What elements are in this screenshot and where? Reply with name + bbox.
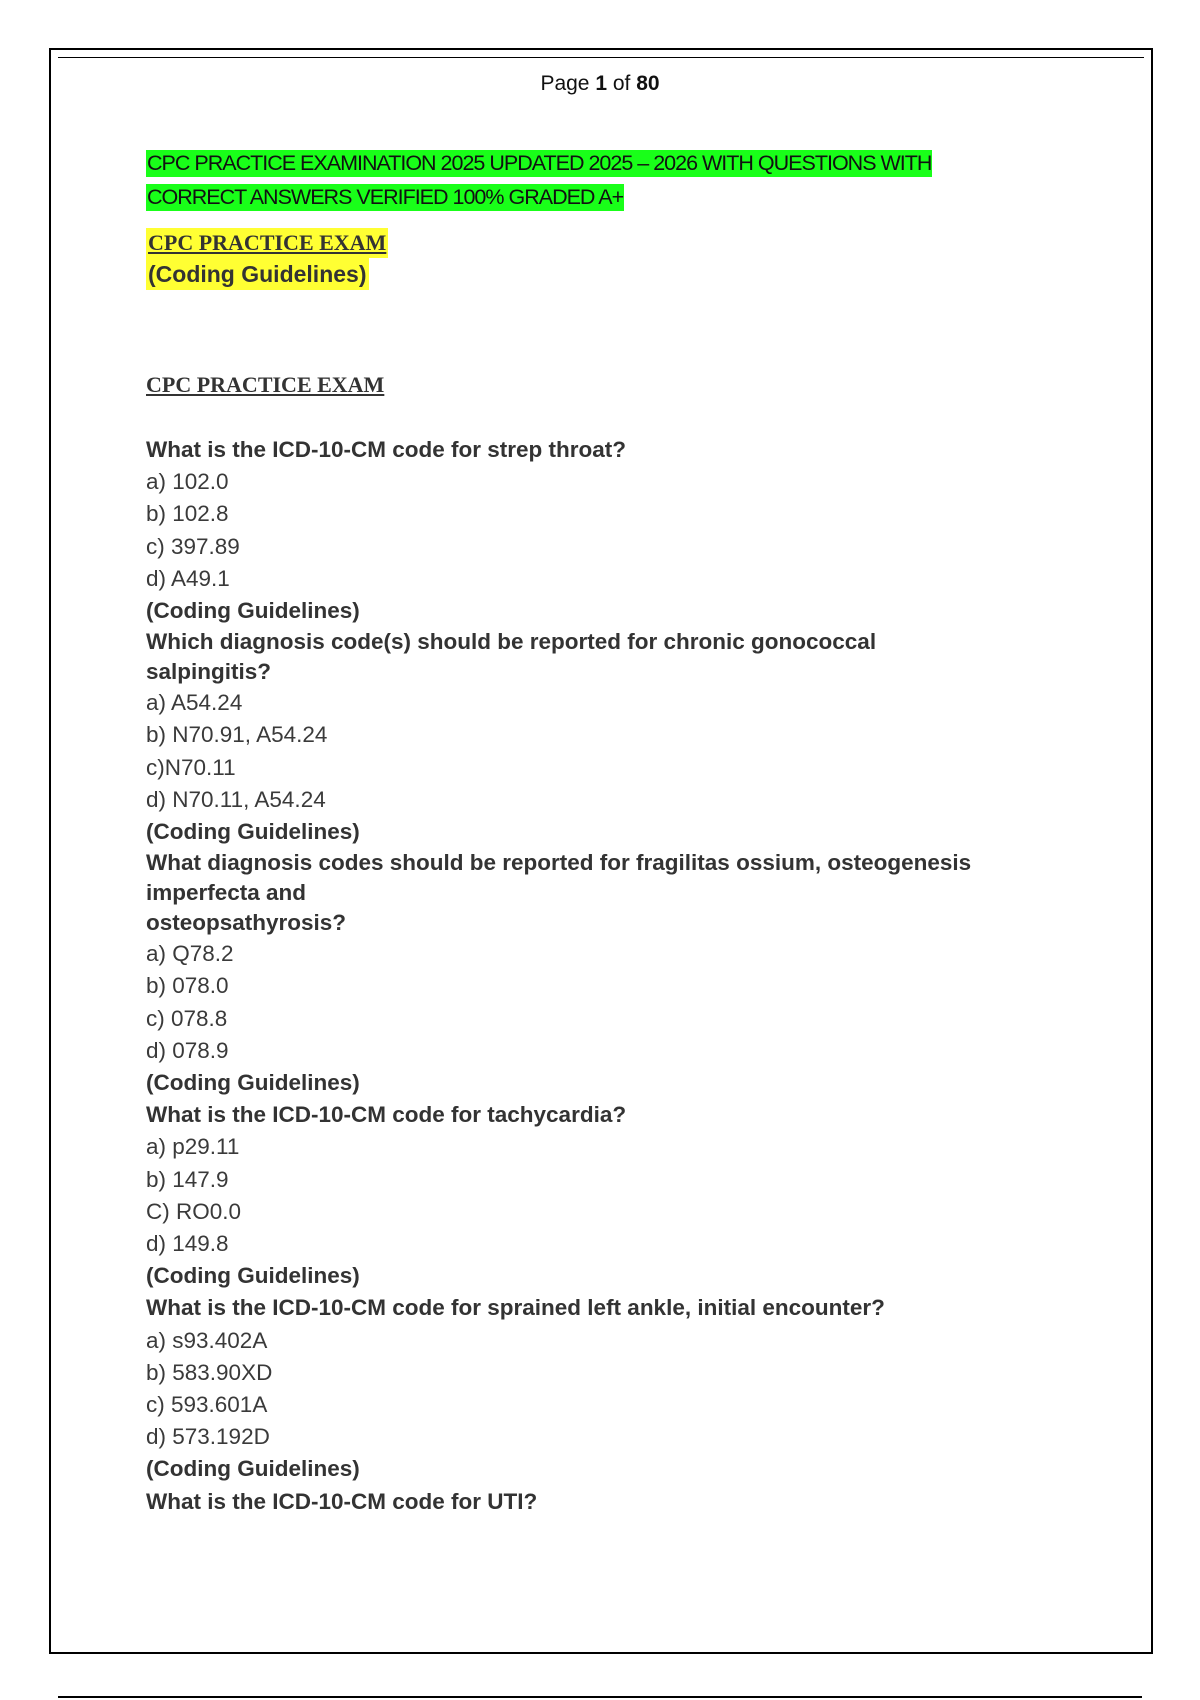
frame-top-rule (58, 57, 1144, 58)
answer-option: c) 078.8 (146, 1005, 228, 1031)
document-content (146, 146, 1046, 1518)
page-current: 1 (595, 72, 608, 95)
guideline-label: (Coding Guidelines) (146, 1070, 360, 1096)
question-text: What is the ICD-10-CM code for strep throat? (146, 437, 627, 462)
question-text: What is the ICD-10-CM code for sprained left ankle, initial encounter? (146, 1295, 885, 1321)
answer-option: b) 078.0 (146, 973, 229, 999)
highlighted-heading-subtitle: (Coding Guidelines) (146, 258, 369, 290)
answer-option: d) A49.1 (146, 565, 230, 591)
title-banner-line-1: CPC PRACTICE EXAMINATION 2025 UPDATED 2025 – 2026 WITH QUESTIONS WITH (147, 151, 932, 175)
answer-option: b) N70.91, A54.24 (146, 722, 328, 748)
answer-option: b) 147.9 (146, 1166, 229, 1192)
answer-option: c) 593.601A (146, 1392, 268, 1418)
question-text-line: What diagnosis codes should be reported for fragilitas ossium, osteogenesis (146, 850, 972, 876)
question-text: Which diagnosis code(s) should be reported for chronic gonococcal salpingitis? (146, 629, 877, 685)
answer-option: d) 573.192D (146, 1424, 270, 1450)
answer-option: a) A54.24 (146, 690, 243, 716)
answer-option: b) 583.90XD (146, 1359, 273, 1385)
question-text: What is the ICD-10-CM code for UTI? (146, 1488, 538, 1514)
question-text-line: osteopsathyrosis? (146, 910, 347, 936)
answer-option: d) 078.9 (146, 1037, 229, 1063)
question-text: What is the ICD-10-CM code for tachycardia? (146, 1102, 627, 1128)
title-banner-line-2: CORRECT ANSWERS VERIFIED 100% GRADED A+ (147, 185, 624, 209)
answer-option: a) Q78.2 (146, 941, 234, 967)
answer-option: a) 102.0 (146, 469, 229, 495)
guideline-label: (Coding Guidelines) (146, 598, 360, 624)
answer-option: C) RO0.0 (146, 1198, 242, 1224)
answer-option: d) N70.11, A54.24 (146, 786, 326, 812)
bottom-rule (58, 1696, 1142, 1698)
page-separator: of (607, 72, 637, 95)
answer-option: c) 397.89 (146, 533, 240, 559)
question-list (146, 434, 1046, 1518)
answer-option: c)N70.11 (146, 754, 236, 780)
page-number (0, 72, 1200, 96)
highlighted-heading (146, 228, 388, 290)
guideline-label: (Coding Guidelines) (146, 819, 360, 845)
guideline-label: (Coding Guidelines) (146, 1263, 360, 1289)
page-label: Page (540, 72, 596, 95)
guideline-label: (Coding Guidelines) (146, 1456, 360, 1482)
answer-option: a) s93.402A (146, 1327, 268, 1353)
answer-option: d) 149.8 (146, 1231, 229, 1257)
answer-option: b) 102.8 (146, 501, 229, 527)
page-total: 80 (636, 72, 660, 95)
title-banner (146, 146, 1046, 214)
highlighted-heading-title: CPC PRACTICE EXAM (146, 228, 388, 258)
answer-option: a) p29.11 (146, 1134, 240, 1160)
section-heading: CPC PRACTICE EXAM (146, 372, 385, 397)
question-text-line: imperfecta and (146, 880, 307, 906)
